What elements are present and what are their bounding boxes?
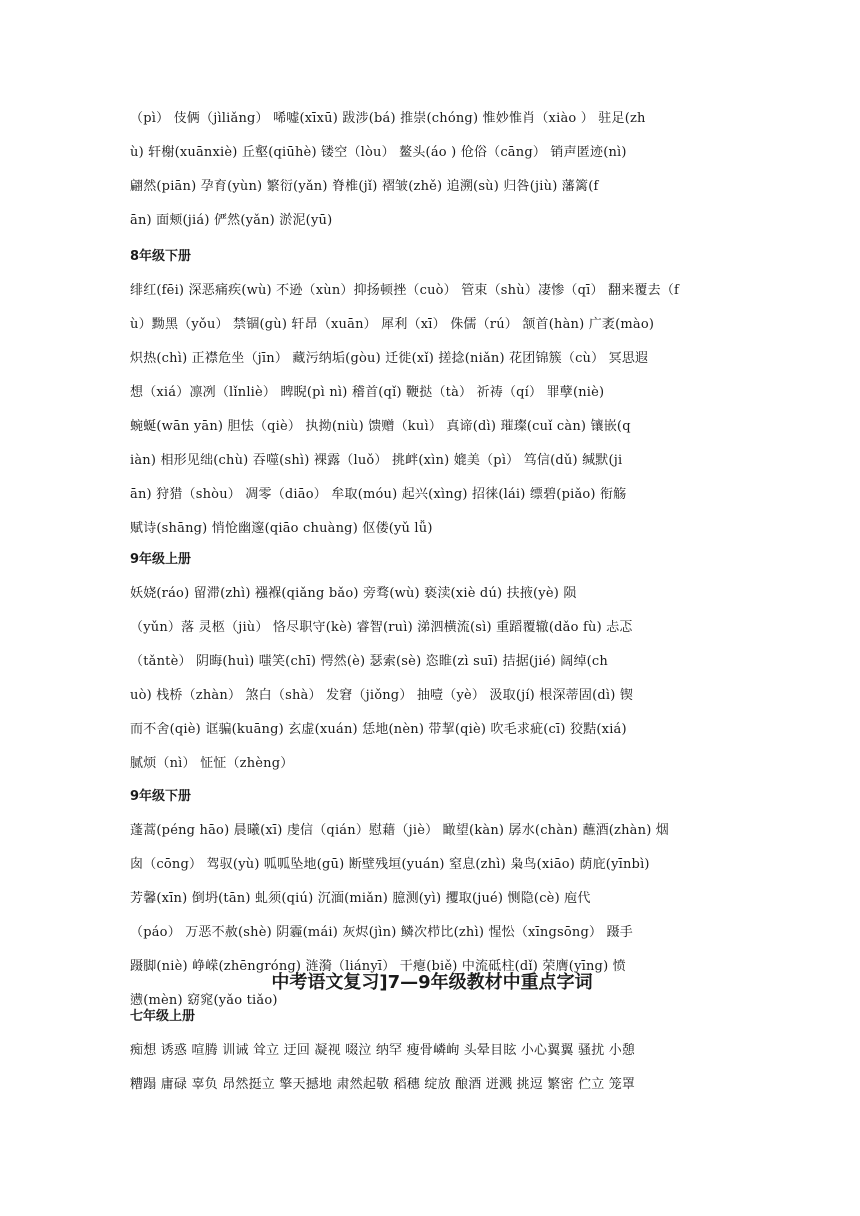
text-line: 懑(mèn) 窈窕(yǎo tiǎo) [130, 993, 278, 1008]
section-review [130, 966, 734, 1102]
text-line: 想（xiá）凛冽（lǐnliè） 睥睨(pì nì) 稽首(qǐ) 鞭挞（tà） 祈祷（qí） 罪孽(niè) [130, 385, 605, 400]
text-line: 囱（cōng） 驾驭(yù) 呱呱坠地(gū) 断壁残垣(yuán) 窒息(zhì) 枭鸟(xiāo) 荫庇(yīnbì) [130, 857, 650, 872]
page-title: 中考语文复习]7—9年级教材中重点字词 [271, 972, 593, 993]
text-line: （yǔn）落 灵柩（jiù） 恪尽职守(kè) 睿智(ruì) 涕泗横流(sì) 重蹈覆辙(dǎo fù) 忐忑 [130, 620, 633, 635]
text-line: ù）黝黑（yǒu） 禁锢(gù) 轩昂（xuān） 犀利（xī） 侏儒（rú） 颔首(hàn) 广袤(mào) [130, 317, 655, 332]
section-grade9-up [130, 543, 734, 781]
text-line: 翩然(piān) 孕育(yùn) 繁衍(yǎn) 脊椎(jǐ) 褶皱(zhě) 追溯(sù) 归咎(jiù) 藩篱(f [130, 179, 599, 194]
section-grade8-down [130, 240, 734, 546]
text-line: 痴想 诱惑 喧腾 训诫 耸立 迂回 凝视 啜泣 纳罕 瘦骨嶙峋 头晕目眩 小心翼翼 骚扰 小憩 [130, 1043, 636, 1058]
section-heading: 七年级上册 [130, 1009, 196, 1024]
section-top [130, 102, 734, 238]
text-line: 芳馨(xīn) 倒坍(tān) 虬须(qiú) 沉湎(miǎn) 臆测(yì) 攫取(jué) 恻隐(cè) 庖代 [130, 891, 591, 906]
text-line: 腻烦（nì） 怔怔（zhèng） [130, 756, 294, 771]
text-line: 妖娆(ráo) 留滞(zhì) 襁褓(qiǎng bǎo) 旁骛(wù) 亵渎(xiè dú) 扶掖(yè) 陨 [130, 586, 577, 601]
text-line: 绯红(fēi) 深恶痛疾(wù) 不逊（xùn）抑扬顿挫（cuò） 管束（shù）凄惨（qī） 翻来覆去（f [130, 283, 680, 298]
text-line: （tǎntè） 阴晦(huì) 嗤笑(chī) 愕然(è) 瑟索(sè) 恣睢(zì suī) 拮据(jié) 阔绰(ch [130, 654, 608, 669]
section-heading: 9年级下册 [130, 789, 192, 804]
text-line: 糟蹋 庸碌 辜负 昂然挺立 擎天撼地 肃然起敬 稻穗 绽放 酿酒 迸溅 挑逗 繁密 伫立 笼罩 [130, 1077, 636, 1092]
text-line: ù) 轩榭(xuānxiè) 丘壑(qiūhè) 镂空（lòu） 鳌头(áo ) 伧俗（cāng） 销声匿迹(nì) [130, 145, 627, 160]
text-line: （pì） 伎俩（jìliǎng） 唏嘘(xīxū) 跋涉(bá) 推崇(chóng) 惟妙惟肖（xiào ） 驻足(zh [130, 111, 646, 126]
text-line: 蹑脚(niè) 峥嵘(zhēngróng) 涟漪（liányī） 干瘪(biě) 中流砥柱(dǐ) 荣膺(yīng) 愤 [130, 959, 626, 974]
text-line: 蓬蒿(péng hāo) 晨曦(xī) 虔信（qián）慰藉（jiè） 瞰望(kàn) 孱水(chàn) 蘸酒(zhàn) 烟 [130, 823, 669, 838]
text-line: ān) 狩猎（shòu） 凋零（diāo） 牟取(móu) 起兴(xìng) 招徕(lái) 缥碧(piǎo) 衔觞 [130, 487, 627, 502]
text-line: iàn) 相形见绌(chù) 吞噬(shì) 裸露（luǒ） 挑衅(xìn) 媲美（pì） 笃信(dǔ) 缄默(ji [130, 453, 623, 468]
text-line: 炽热(chì) 正襟危坐（jīn） 藏污纳垢(gòu) 迁徙(xǐ) 搓捻(niǎn) 花团锦簇（cù） 冥思遐 [130, 351, 649, 366]
text-line: （páo） 万恶不赦(shè) 阴霾(mái) 灰烬(jìn) 鳞次栉比(zhì) 惺忪（xīngsōng） 蹑手 [130, 925, 633, 940]
text-line: 赋诗(shāng) 悄怆幽邃(qiāo chuàng) 伛偻(yǔ lǚ) [130, 521, 433, 536]
section-heading: 9年级上册 [130, 552, 192, 567]
text-line: uò) 栈桥（zhàn） 煞白（shà） 发窘（jiǒng） 抽噎（yè） 汲取(jí) 根深蒂固(dì) 锲 [130, 688, 634, 703]
text-line: ān) 面颊(jiá) 俨然(yǎn) 淤泥(yū) [130, 213, 333, 228]
text-line: 而不舍(qiè) 诓骗(kuāng) 玄虚(xuán) 恁地(nèn) 带挈(qiè) 吹毛求疵(cī) 狡黠(xiá) [130, 722, 627, 737]
section-heading: 8年级下册 [130, 249, 192, 264]
text-line: 蜿蜒(wān yān) 胆怯（qiè） 执拗(niù) 馈赠（kuì） 真谛(dì) 璀璨(cuǐ càn) 镶嵌(q [130, 419, 631, 434]
